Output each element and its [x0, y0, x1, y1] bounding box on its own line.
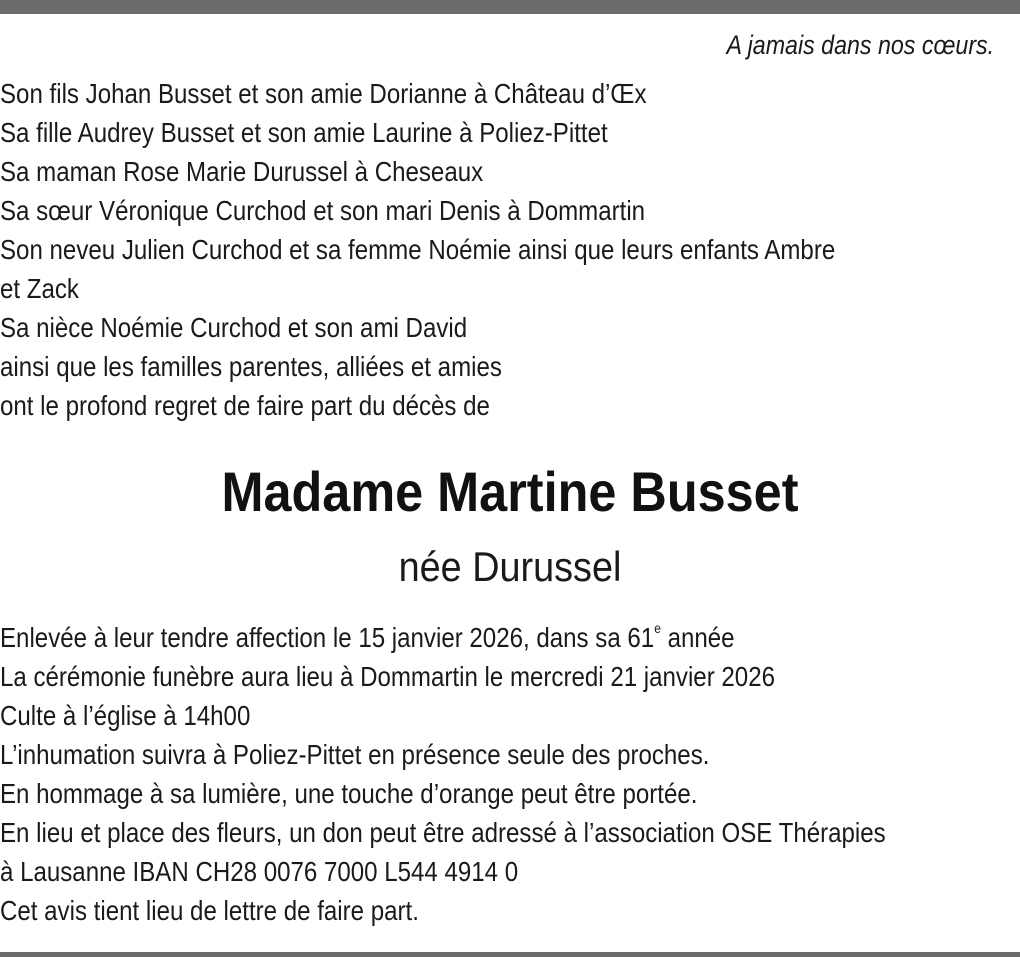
- detail-line: Cet avis tient lieu de lettre de faire part.: [0, 895, 419, 926]
- detail-line: En hommage à sa lumière, une touche d’orange peut être portée.: [0, 778, 698, 809]
- detail-line: Culte à l’église à 14h00: [0, 700, 251, 731]
- family-line: Sa nièce Noémie Curchod et son ami David: [0, 312, 468, 343]
- top-divider: [0, 0, 1020, 14]
- detail-line: L’inhumation suivra à Poliez-Pittet en présence seule des proches.: [0, 739, 710, 770]
- maiden-name: née Durussel: [398, 543, 622, 590]
- ordinal-suffix: e: [654, 620, 661, 636]
- death-line-end: année: [660, 622, 735, 653]
- death-line-text: Enlevée à leur tendre affection le 15 janvier 2026, dans sa 61: [0, 622, 655, 653]
- family-line: ainsi que les familles parentes, alliées et amies: [0, 351, 502, 382]
- family-line: Sa sœur Véronique Curchod et son mari Denis à Dommartin: [0, 195, 646, 226]
- details-list: [0, 618, 1020, 930]
- family-line: Sa fille Audrey Busset et son amie Laurine à Poliez-Pittet: [0, 117, 608, 148]
- family-line: et Zack: [0, 273, 79, 304]
- detail-line: à Lausanne IBAN CH28 0076 7000 L544 4914 0: [0, 856, 519, 887]
- family-list: [0, 74, 971, 425]
- family-line: ont le profond regret de faire part du décès de: [0, 390, 490, 421]
- bottom-divider: [0, 952, 1020, 957]
- death-line: [0, 618, 886, 657]
- family-line: Sa maman Rose Marie Durussel à Cheseaux: [0, 156, 484, 187]
- epitaph: A jamais dans nos cœurs.: [726, 30, 994, 60]
- deceased-name: Madame Martine Busset: [221, 460, 799, 523]
- family-line: Son fils Johan Busset et son amie Dorianne à Château d’Œx: [0, 78, 647, 109]
- detail-line: La cérémonie funèbre aura lieu à Dommartin le mercredi 21 janvier 2026: [0, 661, 775, 692]
- family-line: Son neveu Julien Curchod et sa femme Noémie ainsi que leurs enfants Ambre: [0, 234, 836, 265]
- detail-line: En lieu et place des fleurs, un don peut être adressé à l’association OSE Thérapies: [0, 817, 886, 848]
